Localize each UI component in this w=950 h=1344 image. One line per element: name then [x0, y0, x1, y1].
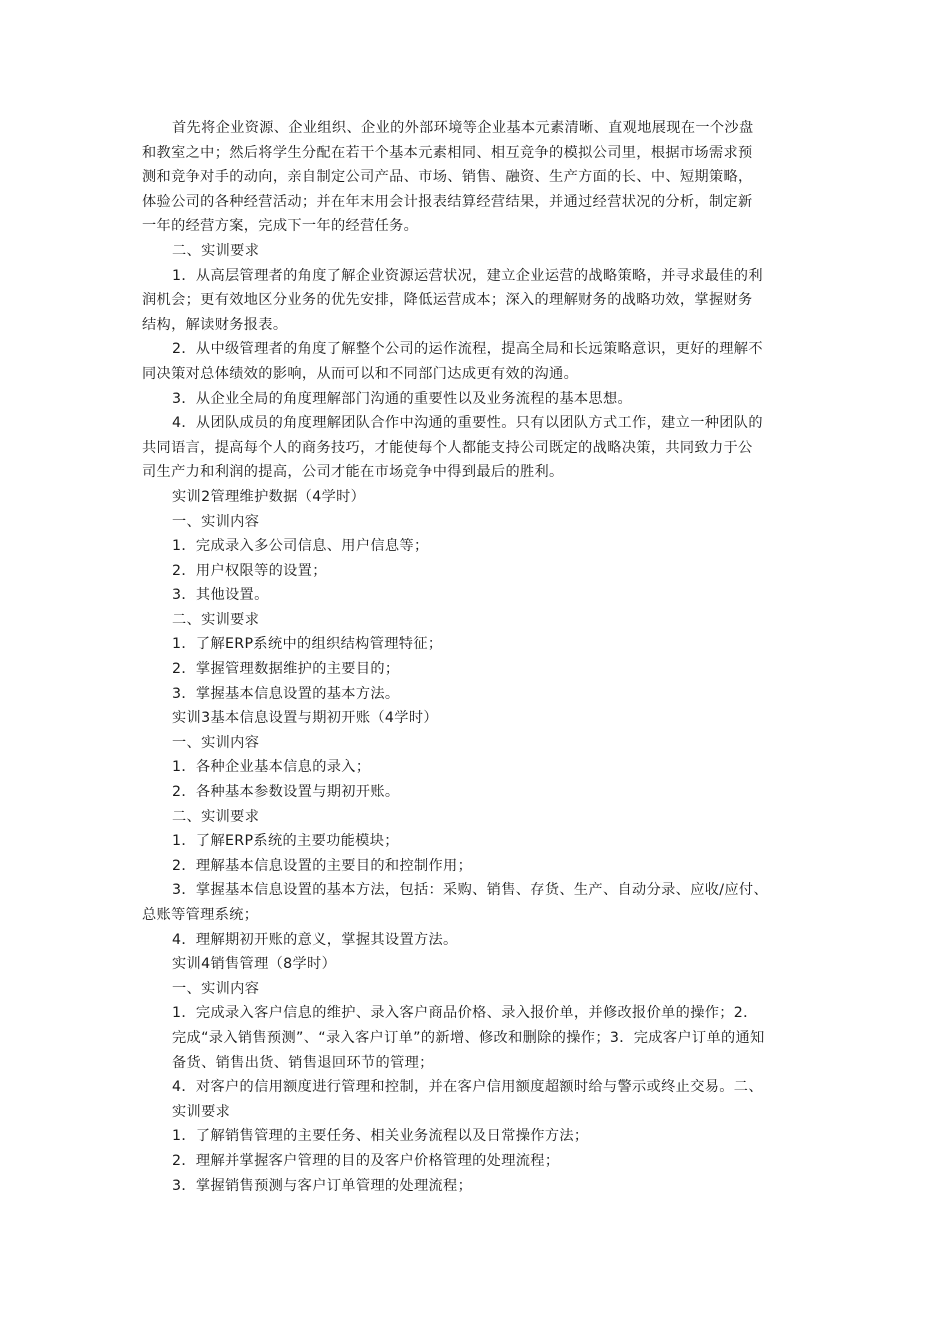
text-line: 2．理解并掌握客户管理的目的及客户价格管理的处理流程； — [172, 1152, 560, 1169]
text-line: 共同语言，提高每个人的商务技巧，才能使每个人都能支持公司既定的战略决策，共同致力于公 — [142, 439, 753, 456]
text-line: 首先将企业资源、企业组织、企业的外部环境等企业基本元素清晰、直观地展现在一个沙盘 — [172, 120, 754, 136]
text-line: 一、实训内容 — [172, 513, 260, 530]
text-line: 4．从团队成员的角度理解团队合作中沟通的重要性。只有以团队方式工作，建立一种团队的 — [172, 415, 763, 432]
text-line: 实训3基本信息设置与期初开账（4学时） — [172, 710, 438, 727]
text-line: 1．了解ERP系统的主要功能模块； — [172, 833, 399, 850]
text-line: 1．了解销售管理的主要任务、相关业务流程以及日常操作方法； — [172, 1128, 589, 1145]
text-line: 2．各种基本参数设置与期初开账。 — [172, 784, 400, 801]
text-line: 实训要求 — [172, 1103, 231, 1120]
text-line: 司生产力和利润的提高，公司才能在市场竞争中得到最后的胜利。 — [142, 464, 564, 481]
text-line: 1．完成录入客户信息的维护、录入客户商品价格、录入报价单，并修改报价单的操作；2． — [172, 1005, 758, 1022]
text-line: 结构，解读财务报表。 — [142, 316, 288, 333]
text-line: 1．了解ERP系统中的组织结构管理特征； — [172, 636, 443, 653]
document-body — [142, 116, 830, 1198]
text-line: 实训2管理维护数据（4学时） — [172, 488, 366, 505]
text-line: 总账等管理系统； — [142, 907, 259, 923]
text-line: 1．各种企业基本信息的录入； — [172, 759, 371, 776]
text-line: 测和竞争对手的动向，亲自制定公司产品、市场、销售、融资、生产方面的长、中、短期策略， — [142, 169, 753, 186]
text-line: 1．完成录入多公司信息、用户信息等； — [172, 538, 429, 555]
text-line: 3．其他设置。 — [172, 587, 269, 604]
text-line: 2．理解基本信息设置的主要目的和控制作用； — [172, 857, 473, 874]
text-line: 二、实训要求 — [172, 611, 260, 628]
text-line: 1．从高层管理者的角度了解企业资源运营状况，建立企业运营的战略策略，并寻求最佳的利 — [172, 267, 763, 284]
text-line: 一、实训内容 — [172, 734, 260, 751]
text-line: 和教室之中；然后将学生分配在若干个基本元素相同、相互竞争的模拟公司里，根据市场需求预 — [142, 144, 753, 161]
text-line: 3．掌握销售预测与客户订单管理的处理流程； — [172, 1177, 473, 1194]
text-line: 二、实训要求 — [172, 808, 260, 825]
text-line: 一、实训内容 — [172, 980, 260, 997]
text-line: 3．掌握基本信息设置的基本方法，包括：采购、销售、存货、生产、自动分录、应收/应付、 — [172, 882, 769, 899]
text-line: 备货、销售出货、销售退回环节的管理； — [172, 1054, 434, 1071]
text-line: 4．理解期初开账的意义，掌握其设置方法。 — [172, 931, 458, 948]
text-line: 完成“录入销售预测”、“录入客户订单”的新增、修改和删除的操作；3．完成客户订单的通知 — [172, 1029, 765, 1046]
text-line: 2．从中级管理者的角度了解整个公司的运作流程，提高全局和长远策略意识，更好的理解不 — [172, 341, 763, 358]
text-line: 2．用户权限等的设置； — [172, 562, 327, 579]
text-line: 3．掌握基本信息设置的基本方法。 — [172, 685, 400, 702]
text-line: 同决策对总体绩效的影响，从而可以和不同部门达成更有效的沟通。 — [142, 365, 579, 382]
text-line: 一年的经营方案，完成下一年的经营任务。 — [142, 218, 419, 235]
text-line: 润机会；更有效地区分业务的优先安排，降低运营成本；深入的理解财务的战略功效，掌握财务 — [142, 292, 753, 309]
text-line: 3．从企业全局的角度理解部门沟通的重要性以及业务流程的基本思想。 — [172, 390, 633, 407]
text-line: 实训4销售管理（8学时） — [172, 956, 337, 973]
text-line: 二、实训要求 — [172, 242, 260, 259]
text-line: 2．掌握管理数据维护的主要目的； — [172, 661, 400, 678]
text-line: 4．对客户的信用额度进行管理和控制，并在客户信用额度超额时给与警示或终止交易。二、 — [172, 1079, 763, 1096]
text-line: 体验公司的各种经营活动；并在年末用会计报表结算经营结果，并通过经营状况的分析，制定新 — [142, 193, 753, 210]
